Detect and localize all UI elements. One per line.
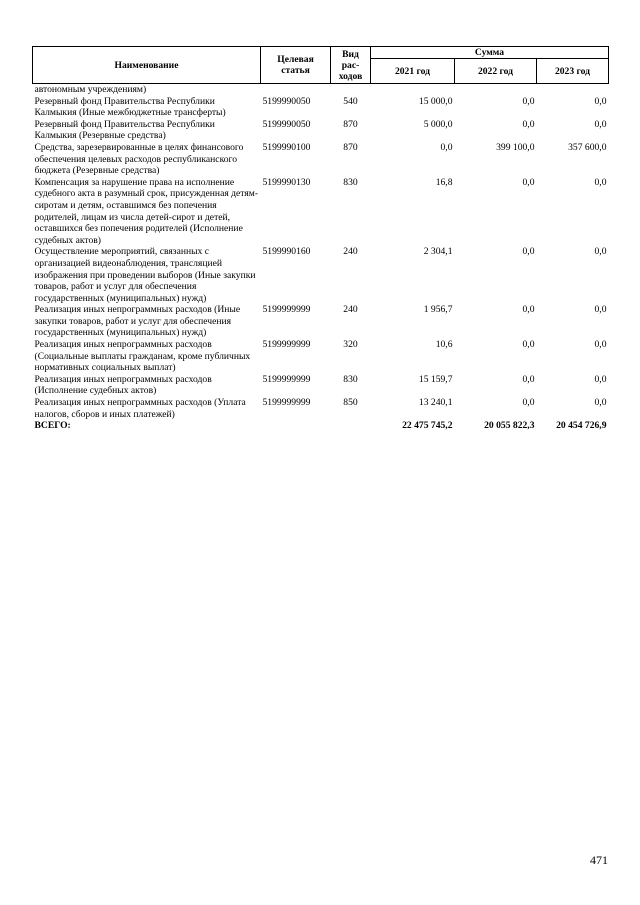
- row-sum-2023: 0,0: [594, 118, 607, 130]
- row-expense-type: 240: [343, 246, 358, 258]
- row-sum-2023: 0,0: [594, 176, 607, 188]
- row-expense-type: 830: [343, 176, 358, 188]
- header-expense-type: Вид рас-ходов: [331, 47, 371, 84]
- row-name: Средства, зарезервированные в целях финансового обеспечения целевых расходов республиканского бюджета (Резервные средства): [34, 141, 244, 177]
- row-name: Резервный фонд Правительства Республики Калмыкия (Резервные средства): [34, 118, 215, 142]
- row-sum-2022: [455, 84, 537, 96]
- row-sum-2021: 16,8: [435, 176, 453, 188]
- row-sum-2022: 0,0: [522, 246, 535, 258]
- row-name: Реализация иных непрограммных расходов (Уплата налогов, сборов и иных платежей): [34, 397, 246, 420]
- row-name: Реализация иных непрограммных расходов (Исполнение судебных актов): [34, 373, 212, 397]
- row-sum-2023: 0,0: [594, 246, 607, 258]
- row-sum-2022: 0,0: [522, 339, 535, 351]
- row-expense-type: 850: [343, 397, 358, 409]
- total-row: [33, 420, 609, 432]
- row-expense-type: 870: [343, 141, 358, 153]
- row-expense-type: 830: [343, 373, 358, 385]
- row-sum-2022: 0,0: [522, 95, 535, 107]
- row-sum-2023: 0,0: [594, 304, 607, 316]
- row-expense-type: 240: [343, 304, 358, 316]
- row-name: Осуществление мероприятий, связанных с организацией видеонаблюдения, трансляцией изображения при проведении выборов (Иные закупки товаров, работ и услуг для обеспечения государственных (муниципальных) нужд): [34, 246, 256, 304]
- row-sum-2022: 0,0: [522, 118, 535, 130]
- table-row: [33, 246, 609, 304]
- row-sum-2021: 1 956,7: [423, 304, 453, 316]
- table-body: [33, 84, 609, 421]
- row-sum-2023: 0,0: [594, 373, 607, 385]
- row-target-article: 5199999999: [262, 397, 311, 409]
- row-sum-2023: 0,0: [594, 397, 607, 409]
- header-year-2022: 2022 год: [455, 59, 537, 84]
- row-sum-2021: 15 159,7: [418, 373, 453, 385]
- row-sum-2021: 15 000,0: [418, 95, 453, 107]
- row-sum-2021: 5 000,0: [423, 118, 453, 130]
- row-name: Реализация иных непрограммных расходов (Социальные выплаты гражданам, кроме публичных нормативных социальных выплат): [34, 339, 251, 374]
- table-row: [33, 119, 609, 142]
- row-target-article: 5199990160: [262, 246, 311, 258]
- page-number: 471: [590, 853, 608, 867]
- row-name: Резервный фонд Правительства Республики Калмыкия (Иные межбюджетные трансферты): [34, 95, 226, 119]
- header-target-article: Целевая статья: [261, 47, 331, 84]
- row-sum-2023: [537, 84, 609, 96]
- table-row: [33, 397, 609, 420]
- row-expense-type: 320: [343, 339, 358, 351]
- row-target-article: 5199990050: [262, 95, 311, 107]
- row-sum-2022: 399 100,0: [496, 141, 535, 153]
- total-2023: 20 454 726,9: [556, 420, 607, 432]
- table-row: [33, 142, 609, 177]
- table-header: [33, 47, 609, 84]
- table-row: [33, 177, 609, 247]
- header-year-2021: 2021 год: [371, 59, 455, 84]
- header-sum: Сумма: [371, 47, 609, 59]
- row-sum-2022: 0,0: [522, 304, 535, 316]
- row-target-article: 5199990130: [262, 176, 311, 188]
- row-sum-2023: 0,0: [594, 339, 607, 351]
- row-target-article: 5199999999: [262, 373, 311, 385]
- row-sum-2021: 13 240,1: [418, 397, 453, 409]
- row-sum-2021: [371, 84, 455, 96]
- total-2022: 20 055 822,3: [484, 420, 535, 432]
- row-sum-2022: 0,0: [522, 176, 535, 188]
- row-target-article: 5199999999: [262, 304, 311, 316]
- table-row: [33, 304, 609, 339]
- row-sum-2022: 0,0: [522, 397, 535, 409]
- table-row: [33, 84, 609, 96]
- row-sum-2021: 2 304,1: [423, 246, 453, 258]
- row-target-article: 5199990050: [262, 118, 311, 130]
- total-label: ВСЕГО:: [34, 420, 71, 432]
- row-name: Реализация иных непрограммных расходов (Иные закупки товаров, работ и услуг для обеспечения государственных (муниципальных) нужд): [34, 304, 241, 339]
- row-sum-2023: 0,0: [594, 95, 607, 107]
- row-expense-type: 540: [343, 95, 358, 107]
- table-row: [33, 374, 609, 397]
- budget-table: [32, 46, 609, 432]
- row-target-article: [261, 84, 331, 96]
- row-sum-2023: 357 600,0: [568, 141, 607, 153]
- row-sum-2021: 10,6: [435, 339, 453, 351]
- row-name: автономным учреждениям): [34, 84, 147, 95]
- row-sum-2022: 0,0: [522, 373, 535, 385]
- row-target-article: 5199990100: [262, 141, 311, 153]
- table-row: [33, 339, 609, 374]
- header-year-2023: 2023 год: [537, 59, 609, 84]
- row-sum-2021: 0,0: [440, 141, 453, 153]
- row-expense-type: [331, 84, 371, 96]
- table-row: [33, 96, 609, 119]
- header-name: Наименование: [33, 47, 261, 84]
- row-name: Компенсация за нарушение права на исполнение судебного акта в разумный срок, присужденная детям-сиротам и детям, оставшимся без попечения родителей, лицам из числа детей-сирот и детей, оставшихся без попечения родителей (Исполнение судебных актов): [34, 176, 259, 246]
- row-target-article: 5199999999: [262, 339, 311, 351]
- row-expense-type: 870: [343, 118, 358, 130]
- total-2021: 22 475 745,2: [402, 420, 453, 432]
